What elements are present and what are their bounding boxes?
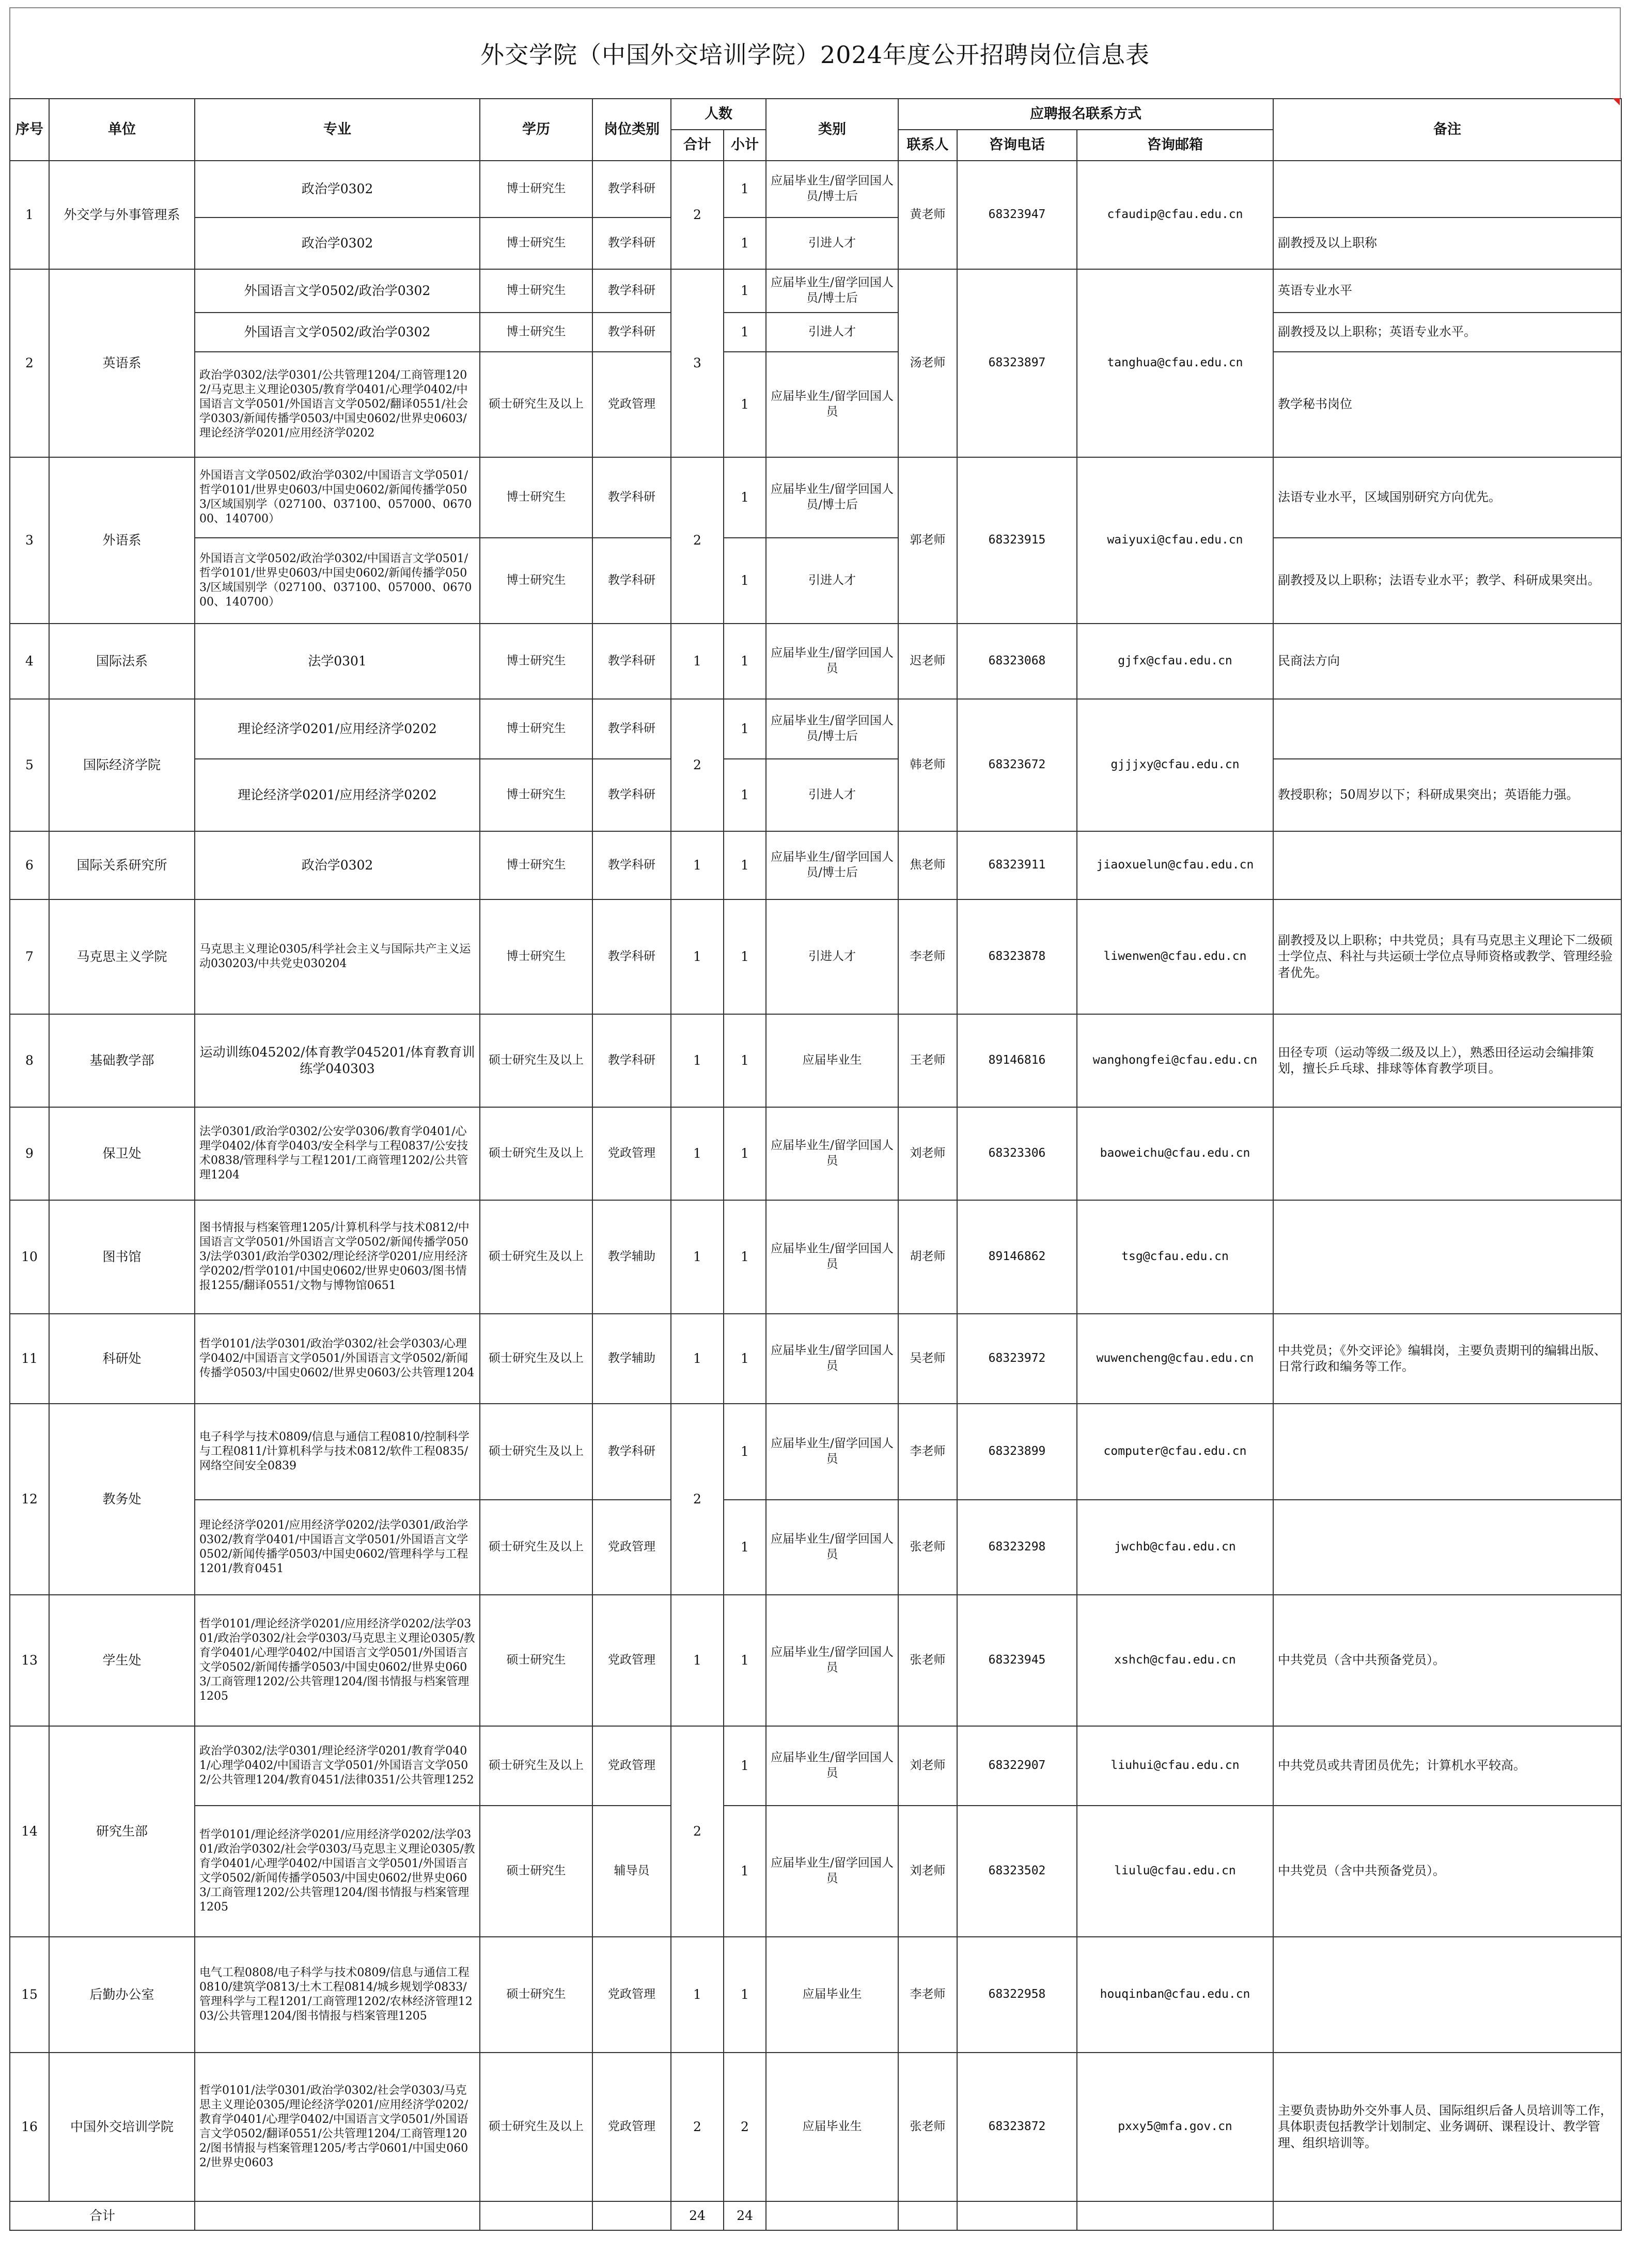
cell-post-type: 教学科研 bbox=[592, 1404, 671, 1500]
cell-major: 外国语言文学0502/政治学0302/中国语言文学0501/哲学0101/世界史0603/中国史0602/新闻传播学0503/区域国别学（027100、037100、057000、067000、140700） bbox=[195, 538, 480, 624]
cell-category: 应届毕业生/留学回国人员 bbox=[766, 1314, 898, 1404]
cell-major: 运动训练045202/体育教学045201/体育教育训练学040303 bbox=[195, 1014, 480, 1107]
cell-phone: 68323911 bbox=[957, 831, 1077, 899]
cell-category: 应届毕业生 bbox=[766, 1937, 898, 2053]
cell-education: 博士研究生 bbox=[480, 699, 592, 759]
cell-total: 1 bbox=[671, 1200, 724, 1314]
footer-empty-edu bbox=[480, 2201, 592, 2230]
table-row bbox=[10, 1314, 1621, 1404]
cell-note: 民商法方向 bbox=[1273, 624, 1621, 699]
cell-education: 硕士研究生 bbox=[480, 1806, 592, 1937]
cell-subtotal: 1 bbox=[724, 269, 766, 313]
cell-subtotal: 1 bbox=[724, 218, 766, 269]
cell-note bbox=[1273, 1500, 1621, 1595]
cell-note bbox=[1273, 1404, 1621, 1500]
cell-email: gjjjxy@cfau.edu.cn bbox=[1077, 699, 1273, 831]
cell-note bbox=[1273, 1200, 1621, 1314]
cell-major: 理论经济学0201/应用经济学0202/法学0301/政治学0302/教育学0401/中国语言文学0501/外国语言文学0502/新闻传播学0503/中国史0602/管理科学与工程1201/教育0451 bbox=[195, 1500, 480, 1595]
cell-major: 哲学0101/法学0301/政治学0302/社会学0303/心理学0402/中国语言文学0501/外国语言文学0502/新闻传播学0503/中国史0602/世界史0603/公共管理1204 bbox=[195, 1314, 480, 1404]
cell-unit: 英语系 bbox=[49, 269, 195, 457]
cell-phone: 68323306 bbox=[957, 1107, 1077, 1200]
cell-education: 硕士研究生 bbox=[480, 1595, 592, 1726]
cell-contact: 张老师 bbox=[898, 1500, 957, 1595]
cell-note: 法语专业水平，区域国别研究方向优先。 bbox=[1273, 457, 1621, 538]
cell-seq: 16 bbox=[10, 2053, 49, 2201]
cell-education: 硕士研究生及以上 bbox=[480, 352, 592, 457]
cell-total: 1 bbox=[671, 1107, 724, 1200]
cell-note: 中共党员（含中共预备党员）。 bbox=[1273, 1806, 1621, 1937]
table-row bbox=[10, 899, 1621, 1014]
cell-unit: 学生处 bbox=[49, 1595, 195, 1726]
cell-category: 应届毕业生/留学回国人员 bbox=[766, 1107, 898, 1200]
cell-total: 2 bbox=[671, 1726, 724, 1937]
cell-contact: 王老师 bbox=[898, 1014, 957, 1107]
cell-contact: 胡老师 bbox=[898, 1200, 957, 1314]
cell-education: 硕士研究生及以上 bbox=[480, 1014, 592, 1107]
cell-contact: 李老师 bbox=[898, 1937, 957, 2053]
cell-contact: 迟老师 bbox=[898, 624, 957, 699]
recruitment-table bbox=[9, 98, 1622, 2231]
table-row bbox=[10, 1595, 1621, 1726]
table-row bbox=[10, 1806, 1621, 1937]
table-row bbox=[10, 161, 1621, 218]
cell-subtotal: 1 bbox=[724, 1595, 766, 1726]
cell-email: baoweichu@cfau.edu.cn bbox=[1077, 1107, 1273, 1200]
table-row bbox=[10, 538, 1621, 624]
cell-subtotal: 1 bbox=[724, 1107, 766, 1200]
footer-label: 合计 bbox=[10, 2201, 195, 2230]
cell-subtotal: 1 bbox=[724, 1404, 766, 1500]
cell-unit: 图书馆 bbox=[49, 1200, 195, 1314]
cell-major: 政治学0302 bbox=[195, 161, 480, 218]
cell-note bbox=[1273, 1937, 1621, 2053]
cell-unit: 国际法系 bbox=[49, 624, 195, 699]
cell-post-type: 教学科研 bbox=[592, 218, 671, 269]
cell-education: 硕士研究生及以上 bbox=[480, 1500, 592, 1595]
cell-post-type: 教学科研 bbox=[592, 831, 671, 899]
cell-seq: 8 bbox=[10, 1014, 49, 1107]
cell-note: 英语专业水平 bbox=[1273, 269, 1621, 313]
cell-email: tsg@cfau.edu.cn bbox=[1077, 1200, 1273, 1314]
cell-phone: 68323298 bbox=[957, 1500, 1077, 1595]
cell-total: 3 bbox=[671, 269, 724, 457]
table-row bbox=[10, 699, 1621, 759]
cell-subtotal: 1 bbox=[724, 1806, 766, 1937]
table-row bbox=[10, 1500, 1621, 1595]
cell-education: 博士研究生 bbox=[480, 161, 592, 218]
table-row bbox=[10, 218, 1621, 269]
table-row bbox=[10, 831, 1621, 899]
cell-post-type: 教学科研 bbox=[592, 538, 671, 624]
cell-note bbox=[1273, 699, 1621, 759]
cell-total: 2 bbox=[671, 2053, 724, 2201]
cell-post-type: 党政管理 bbox=[592, 1595, 671, 1726]
footer-empty-cell bbox=[898, 2201, 957, 2230]
cell-category: 应届毕业生 bbox=[766, 2053, 898, 2201]
title-box bbox=[9, 7, 1621, 98]
cell-subtotal: 1 bbox=[724, 899, 766, 1014]
cell-major: 马克思主义理论0305/科学社会主义与国际共产主义运动030203/中共党史030204 bbox=[195, 899, 480, 1014]
cell-major: 政治学0302/法学0301/理论经济学0201/教育学0401/心理学0402/中国语言文学0501/外国语言文学0502/公共管理1204/教育0451/法律0351/公共管理1252 bbox=[195, 1726, 480, 1806]
cell-unit: 中国外交培训学院 bbox=[49, 2053, 195, 2201]
cell-category: 应届毕业生/留学回国人员 bbox=[766, 1500, 898, 1595]
cell-category: 应届毕业生/留学回国人员 bbox=[766, 1806, 898, 1937]
cell-subtotal: 1 bbox=[724, 1500, 766, 1595]
header-contact: 联系人 bbox=[898, 130, 957, 161]
cell-education: 博士研究生 bbox=[480, 457, 592, 538]
cell-major: 政治学0302 bbox=[195, 218, 480, 269]
cell-major: 哲学0101/法学0301/政治学0302/社会学0303/马克思主义理论0305/理论经济学0201/应用经济学0202/教育学0401/心理学0402/中国语言文学0501/外国语言文学0502/翻译0551/公共管理1204/工商管理1202/图书情报与档案管理1205/考古学0601/中国史0602/世界史0603 bbox=[195, 2053, 480, 2201]
cell-email: liulu@cfau.edu.cn bbox=[1077, 1806, 1273, 1937]
cell-unit: 基础教学部 bbox=[49, 1014, 195, 1107]
cell-category: 引进人才 bbox=[766, 759, 898, 831]
table-row bbox=[10, 269, 1621, 313]
cell-education: 博士研究生 bbox=[480, 899, 592, 1014]
cell-email: tanghua@cfau.edu.cn bbox=[1077, 269, 1273, 457]
cell-email: pxxy5@mfa.gov.cn bbox=[1077, 2053, 1273, 2201]
cell-category: 应届毕业生/留学回国人员/博士后 bbox=[766, 699, 898, 759]
cell-subtotal: 1 bbox=[724, 1726, 766, 1806]
cell-note bbox=[1273, 1107, 1621, 1200]
cell-major: 理论经济学0201/应用经济学0202 bbox=[195, 759, 480, 831]
cell-phone: 68323897 bbox=[957, 269, 1077, 457]
cell-education: 硕士研究生 bbox=[480, 1937, 592, 2053]
cell-email: cfaudip@cfau.edu.cn bbox=[1077, 161, 1273, 269]
cell-total: 1 bbox=[671, 624, 724, 699]
header-subtotal: 小计 bbox=[724, 130, 766, 161]
table-row bbox=[10, 624, 1621, 699]
cell-education: 博士研究生 bbox=[480, 831, 592, 899]
cell-subtotal: 2 bbox=[724, 2053, 766, 2201]
cell-note: 教授职称；50周岁以下；科研成果突出；英语能力强。 bbox=[1273, 759, 1621, 831]
cell-major: 哲学0101/理论经济学0201/应用经济学0202/法学0301/政治学0302/社会学0303/马克思主义理论0305/教育学0401/心理学0402/中国语言文学0501/外国语言文学0502/新闻传播学0503/中国史0602/世界史0603/工商管理1202/公共管理1204/图书情报与档案管理1205 bbox=[195, 1595, 480, 1726]
cell-unit: 马克思主义学院 bbox=[49, 899, 195, 1014]
header-unit: 单位 bbox=[49, 99, 195, 161]
table-row bbox=[10, 759, 1621, 831]
cell-post-type: 教学科研 bbox=[592, 699, 671, 759]
cell-contact: 李老师 bbox=[898, 899, 957, 1014]
table-row bbox=[10, 457, 1621, 538]
cell-phone: 68323899 bbox=[957, 1404, 1077, 1500]
cell-post-type: 教学科研 bbox=[592, 457, 671, 538]
cell-category: 应届毕业生/留学回国人员/博士后 bbox=[766, 831, 898, 899]
cell-unit: 科研处 bbox=[49, 1314, 195, 1404]
cell-category: 引进人才 bbox=[766, 313, 898, 352]
cell-email: wanghongfei@cfau.edu.cn bbox=[1077, 1014, 1273, 1107]
cell-subtotal: 1 bbox=[724, 161, 766, 218]
table-row bbox=[10, 1107, 1621, 1200]
cell-post-type: 党政管理 bbox=[592, 352, 671, 457]
cell-note: 副教授及以上职称；法语专业水平；教学、科研成果突出。 bbox=[1273, 538, 1621, 624]
table-row bbox=[10, 313, 1621, 352]
cell-total: 1 bbox=[671, 1014, 724, 1107]
footer-empty-cell bbox=[1077, 2201, 1273, 2230]
cell-note bbox=[1273, 831, 1621, 899]
footer-empty-major bbox=[195, 2201, 480, 2230]
table-row bbox=[10, 1937, 1621, 2053]
footer-empty-cell bbox=[957, 2201, 1077, 2230]
footer-empty-cell bbox=[766, 2201, 898, 2230]
cell-post-type: 教学辅助 bbox=[592, 1200, 671, 1314]
cell-seq: 1 bbox=[10, 161, 49, 269]
cell-category: 应届毕业生/留学回国人员 bbox=[766, 1726, 898, 1806]
cell-note: 田径专项（运动等级二级及以上），熟悉田径运动会编排策划，擅长乒乓球、排球等体育教学项目。 bbox=[1273, 1014, 1621, 1107]
cell-category: 引进人才 bbox=[766, 218, 898, 269]
cell-note: 副教授及以上职称；中共党员；具有马克思主义理论下二级硕士学位点、科社与共运硕士学位点导师资格或教学、管理经验者优先。 bbox=[1273, 899, 1621, 1014]
cell-seq: 3 bbox=[10, 457, 49, 624]
header-education: 学历 bbox=[480, 99, 592, 161]
cell-seq: 12 bbox=[10, 1404, 49, 1595]
cell-post-type: 辅导员 bbox=[592, 1806, 671, 1937]
cell-category: 应届毕业生/留学回国人员 bbox=[766, 1595, 898, 1726]
cell-unit: 外语系 bbox=[49, 457, 195, 624]
cell-education: 博士研究生 bbox=[480, 269, 592, 313]
cell-category: 引进人才 bbox=[766, 899, 898, 1014]
cell-note: 中共党员；《外交评论》编辑岗，主要负责期刊的编辑出版、日常行政和编务等工作。 bbox=[1273, 1314, 1621, 1404]
cell-phone: 68322907 bbox=[957, 1726, 1077, 1806]
cell-phone: 68323878 bbox=[957, 899, 1077, 1014]
cell-major: 哲学0101/理论经济学0201/应用经济学0202/法学0301/政治学0302/社会学0303/马克思主义理论0305/教育学0401/心理学0402/中国语言文学0501/外国语言文学0502/新闻传播学0503/中国史0602/世界史0603/工商管理1202/公共管理1204/图书情报与档案管理1205 bbox=[195, 1806, 480, 1937]
cell-post-type: 党政管理 bbox=[592, 1500, 671, 1595]
cell-unit: 后勤办公室 bbox=[49, 1937, 195, 2053]
cell-email: houqinban@cfau.edu.cn bbox=[1077, 1937, 1273, 2053]
cell-total: 2 bbox=[671, 161, 724, 269]
cell-seq: 13 bbox=[10, 1595, 49, 1726]
footer-empty-cell bbox=[1273, 2201, 1621, 2230]
cell-category: 应届毕业生/留学回国人员 bbox=[766, 1404, 898, 1500]
cell-contact: 刘老师 bbox=[898, 1806, 957, 1937]
cell-seq: 14 bbox=[10, 1726, 49, 1937]
cell-seq: 4 bbox=[10, 624, 49, 699]
cell-category: 应届毕业生/留学回国人员 bbox=[766, 1200, 898, 1314]
cell-subtotal: 1 bbox=[724, 1314, 766, 1404]
cell-contact: 黄老师 bbox=[898, 161, 957, 269]
cell-phone: 68323502 bbox=[957, 1806, 1077, 1937]
cell-total: 1 bbox=[671, 1937, 724, 2053]
cell-unit: 国际关系研究所 bbox=[49, 831, 195, 899]
cell-unit: 研究生部 bbox=[49, 1726, 195, 1937]
cell-education: 博士研究生 bbox=[480, 538, 592, 624]
table-row bbox=[10, 1404, 1621, 1500]
cell-major: 政治学0302 bbox=[195, 831, 480, 899]
cell-phone: 89146816 bbox=[957, 1014, 1077, 1107]
cell-post-type: 教学辅助 bbox=[592, 1314, 671, 1404]
cell-contact: 郭老师 bbox=[898, 457, 957, 624]
header-major: 专业 bbox=[195, 99, 480, 161]
cell-seq: 9 bbox=[10, 1107, 49, 1200]
cell-education: 博士研究生 bbox=[480, 313, 592, 352]
header-phone: 咨询电话 bbox=[957, 130, 1077, 161]
cell-seq: 11 bbox=[10, 1314, 49, 1404]
cell-subtotal: 1 bbox=[724, 759, 766, 831]
cell-category: 应届毕业生/留学回国人员/博士后 bbox=[766, 161, 898, 218]
cell-subtotal: 1 bbox=[724, 1937, 766, 2053]
table-row bbox=[10, 1200, 1621, 1314]
cell-contact: 李老师 bbox=[898, 1404, 957, 1500]
cell-category: 引进人才 bbox=[766, 538, 898, 624]
cell-post-type: 教学科研 bbox=[592, 1014, 671, 1107]
header-note: 备注 bbox=[1273, 99, 1621, 161]
cell-education: 硕士研究生及以上 bbox=[480, 2053, 592, 2201]
cell-category: 应届毕业生/留学回国人员 bbox=[766, 352, 898, 457]
cell-subtotal: 1 bbox=[724, 538, 766, 624]
header-post-type: 岗位类别 bbox=[592, 99, 671, 161]
cell-phone: 68323872 bbox=[957, 2053, 1077, 2201]
cell-email: liwenwen@cfau.edu.cn bbox=[1077, 899, 1273, 1014]
cell-subtotal: 1 bbox=[724, 457, 766, 538]
cell-email: xshch@cfau.edu.cn bbox=[1077, 1595, 1273, 1726]
cell-email: gjfx@cfau.edu.cn bbox=[1077, 624, 1273, 699]
cell-phone: 68323915 bbox=[957, 457, 1077, 624]
page-title: 外交学院（中国外交培训学院）2024年度公开招聘岗位信息表 bbox=[480, 41, 1150, 69]
header-people: 人数 bbox=[671, 99, 766, 130]
cell-contact: 刘老师 bbox=[898, 1726, 957, 1806]
footer-subtotal: 24 bbox=[724, 2201, 766, 2230]
cell-total: 1 bbox=[671, 1314, 724, 1404]
table-row bbox=[10, 1014, 1621, 1107]
cell-seq: 2 bbox=[10, 269, 49, 457]
header-total: 合计 bbox=[671, 130, 724, 161]
cell-total: 2 bbox=[671, 1404, 724, 1595]
cell-education: 博士研究生 bbox=[480, 759, 592, 831]
cell-note: 主要负责协助外交外事人员、国际组织后备人员培训等工作，具体职责包括教学计划制定、业务调研、课程设计、教学管理、组织培训等。 bbox=[1273, 2053, 1621, 2201]
recruitment-table-sheet bbox=[9, 7, 1621, 2231]
cell-post-type: 教学科研 bbox=[592, 313, 671, 352]
cell-major: 法学0301 bbox=[195, 624, 480, 699]
cell-post-type: 党政管理 bbox=[592, 1107, 671, 1200]
cell-unit: 保卫处 bbox=[49, 1107, 195, 1200]
cell-major: 政治学0302/法学0301/公共管理1204/工商管理1202/马克思主义理论0305/教育学0401/心理学0402/中国语言文学0501/外国语言文学0502/翻译0551/社会学0303/新闻传播学0503/中国史0602/世界史0603/理论经济学0201/应用经济学0202 bbox=[195, 352, 480, 457]
cell-education: 博士研究生 bbox=[480, 624, 592, 699]
cell-post-type: 党政管理 bbox=[592, 2053, 671, 2201]
cell-subtotal: 1 bbox=[724, 352, 766, 457]
cell-contact: 吴老师 bbox=[898, 1314, 957, 1404]
cell-phone: 68323068 bbox=[957, 624, 1077, 699]
cell-major: 图书情报与档案管理1205/计算机科学与技术0812/中国语言文学0501/外国语言文学0502/新闻传播学0503/法学0301/政治学0302/理论经济学0201/应用经济学0202/哲学0101/中国史0602/世界史0603/图书情报1255/翻译0551/文物与博物馆0651 bbox=[195, 1200, 480, 1314]
cell-phone: 89146862 bbox=[957, 1200, 1077, 1314]
cell-major: 理论经济学0201/应用经济学0202 bbox=[195, 699, 480, 759]
cell-education: 硕士研究生及以上 bbox=[480, 1404, 592, 1500]
cell-education: 博士研究生 bbox=[480, 218, 592, 269]
cell-note: 教学秘书岗位 bbox=[1273, 352, 1621, 457]
cell-post-type: 教学科研 bbox=[592, 269, 671, 313]
cell-major: 法学0301/政治学0302/公安学0306/教育学0401/心理学0402/体育学0403/安全科学与工程0837/公安技术0838/管理科学与工程1201/工商管理1202/公共管理1204 bbox=[195, 1107, 480, 1200]
cell-education: 硕士研究生及以上 bbox=[480, 1107, 592, 1200]
cell-email: computer@cfau.edu.cn bbox=[1077, 1404, 1273, 1500]
cell-post-type: 党政管理 bbox=[592, 1726, 671, 1806]
cell-post-type: 教学科研 bbox=[592, 899, 671, 1014]
cell-education: 硕士研究生及以上 bbox=[480, 1314, 592, 1404]
cell-email: wuwencheng@cfau.edu.cn bbox=[1077, 1314, 1273, 1404]
cell-email: jiaoxuelun@cfau.edu.cn bbox=[1077, 831, 1273, 899]
cell-unit: 教务处 bbox=[49, 1404, 195, 1595]
cell-note bbox=[1273, 161, 1621, 218]
cell-education: 硕士研究生及以上 bbox=[480, 1726, 592, 1806]
table-row bbox=[10, 2053, 1621, 2201]
cell-contact: 汤老师 bbox=[898, 269, 957, 457]
cell-category: 应届毕业生/留学回国人员 bbox=[766, 624, 898, 699]
cell-note: 中共党员或共青团员优先；计算机水平较高。 bbox=[1273, 1726, 1621, 1806]
cell-major: 外国语言文学0502/政治学0302 bbox=[195, 313, 480, 352]
table-footer-row bbox=[10, 2201, 1621, 2230]
cell-post-type: 教学科研 bbox=[592, 624, 671, 699]
cell-subtotal: 1 bbox=[724, 313, 766, 352]
cell-seq: 6 bbox=[10, 831, 49, 899]
cell-contact: 焦老师 bbox=[898, 831, 957, 899]
header-seq: 序号 bbox=[10, 99, 49, 161]
footer-total: 24 bbox=[671, 2201, 724, 2230]
cell-post-type: 党政管理 bbox=[592, 1937, 671, 2053]
header-category: 类别 bbox=[766, 99, 898, 161]
cell-phone: 68323972 bbox=[957, 1314, 1077, 1404]
table-row bbox=[10, 352, 1621, 457]
cell-subtotal: 1 bbox=[724, 699, 766, 759]
cell-contact: 张老师 bbox=[898, 1595, 957, 1726]
cell-email: liuhui@cfau.edu.cn bbox=[1077, 1726, 1273, 1806]
cell-total: 1 bbox=[671, 831, 724, 899]
cell-contact: 张老师 bbox=[898, 2053, 957, 2201]
cell-education: 硕士研究生及以上 bbox=[480, 1200, 592, 1314]
cell-note: 中共党员（含中共预备党员）。 bbox=[1273, 1595, 1621, 1726]
header-contact-group: 应聘报名联系方式 bbox=[898, 99, 1273, 130]
cell-subtotal: 1 bbox=[724, 624, 766, 699]
cell-phone: 68323672 bbox=[957, 699, 1077, 831]
cell-unit: 国际经济学院 bbox=[49, 699, 195, 831]
cell-seq: 15 bbox=[10, 1937, 49, 2053]
cell-phone: 68323947 bbox=[957, 161, 1077, 269]
cell-unit: 外交学与外事管理系 bbox=[49, 161, 195, 269]
cell-phone: 68323945 bbox=[957, 1595, 1077, 1726]
cell-major: 电气工程0808/电子科学与技术0809/信息与通信工程0810/建筑学0813/土木工程0814/城乡规划学0833/管理科学与工程1201/工商管理1202/农林经济管理1203/公共管理1204/图书情报与档案管理1205 bbox=[195, 1937, 480, 2053]
cell-contact: 韩老师 bbox=[898, 699, 957, 831]
cell-total: 1 bbox=[671, 1595, 724, 1726]
cell-post-type: 教学科研 bbox=[592, 759, 671, 831]
cell-major: 外国语言文学0502/政治学0302 bbox=[195, 269, 480, 313]
cell-seq: 10 bbox=[10, 1200, 49, 1314]
cell-category: 应届毕业生 bbox=[766, 1014, 898, 1107]
cell-note: 副教授及以上职称 bbox=[1273, 218, 1621, 269]
cell-post-type: 教学科研 bbox=[592, 161, 671, 218]
cell-seq: 7 bbox=[10, 899, 49, 1014]
header-email: 咨询邮箱 bbox=[1077, 130, 1273, 161]
cell-note: 副教授及以上职称；英语专业水平。 bbox=[1273, 313, 1621, 352]
cell-total: 2 bbox=[671, 457, 724, 624]
cell-total: 2 bbox=[671, 699, 724, 831]
cell-email: jwchb@cfau.edu.cn bbox=[1077, 1500, 1273, 1595]
cell-subtotal: 1 bbox=[724, 1200, 766, 1314]
cell-seq: 5 bbox=[10, 699, 49, 831]
cell-phone: 68322958 bbox=[957, 1937, 1077, 2053]
red-corner-mark bbox=[1613, 98, 1620, 105]
cell-major: 外国语言文学0502/政治学0302/中国语言文学0501/哲学0101/世界史0603/中国史0602/新闻传播学0503/区域国别学（027100、037100、057000、067000、140700） bbox=[195, 457, 480, 538]
cell-major: 电子科学与技术0809/信息与通信工程0810/控制科学与工程0811/计算机科学与技术0812/软件工程0835/网络空间安全0839 bbox=[195, 1404, 480, 1500]
cell-category: 应届毕业生/留学回国人员/博士后 bbox=[766, 457, 898, 538]
cell-subtotal: 1 bbox=[724, 1014, 766, 1107]
cell-total: 1 bbox=[671, 899, 724, 1014]
cell-subtotal: 1 bbox=[724, 831, 766, 899]
cell-contact: 刘老师 bbox=[898, 1107, 957, 1200]
cell-email: waiyuxi@cfau.edu.cn bbox=[1077, 457, 1273, 624]
table-row bbox=[10, 1726, 1621, 1806]
cell-category: 应届毕业生/留学回国人员/博士后 bbox=[766, 269, 898, 313]
footer-empty-post bbox=[592, 2201, 671, 2230]
